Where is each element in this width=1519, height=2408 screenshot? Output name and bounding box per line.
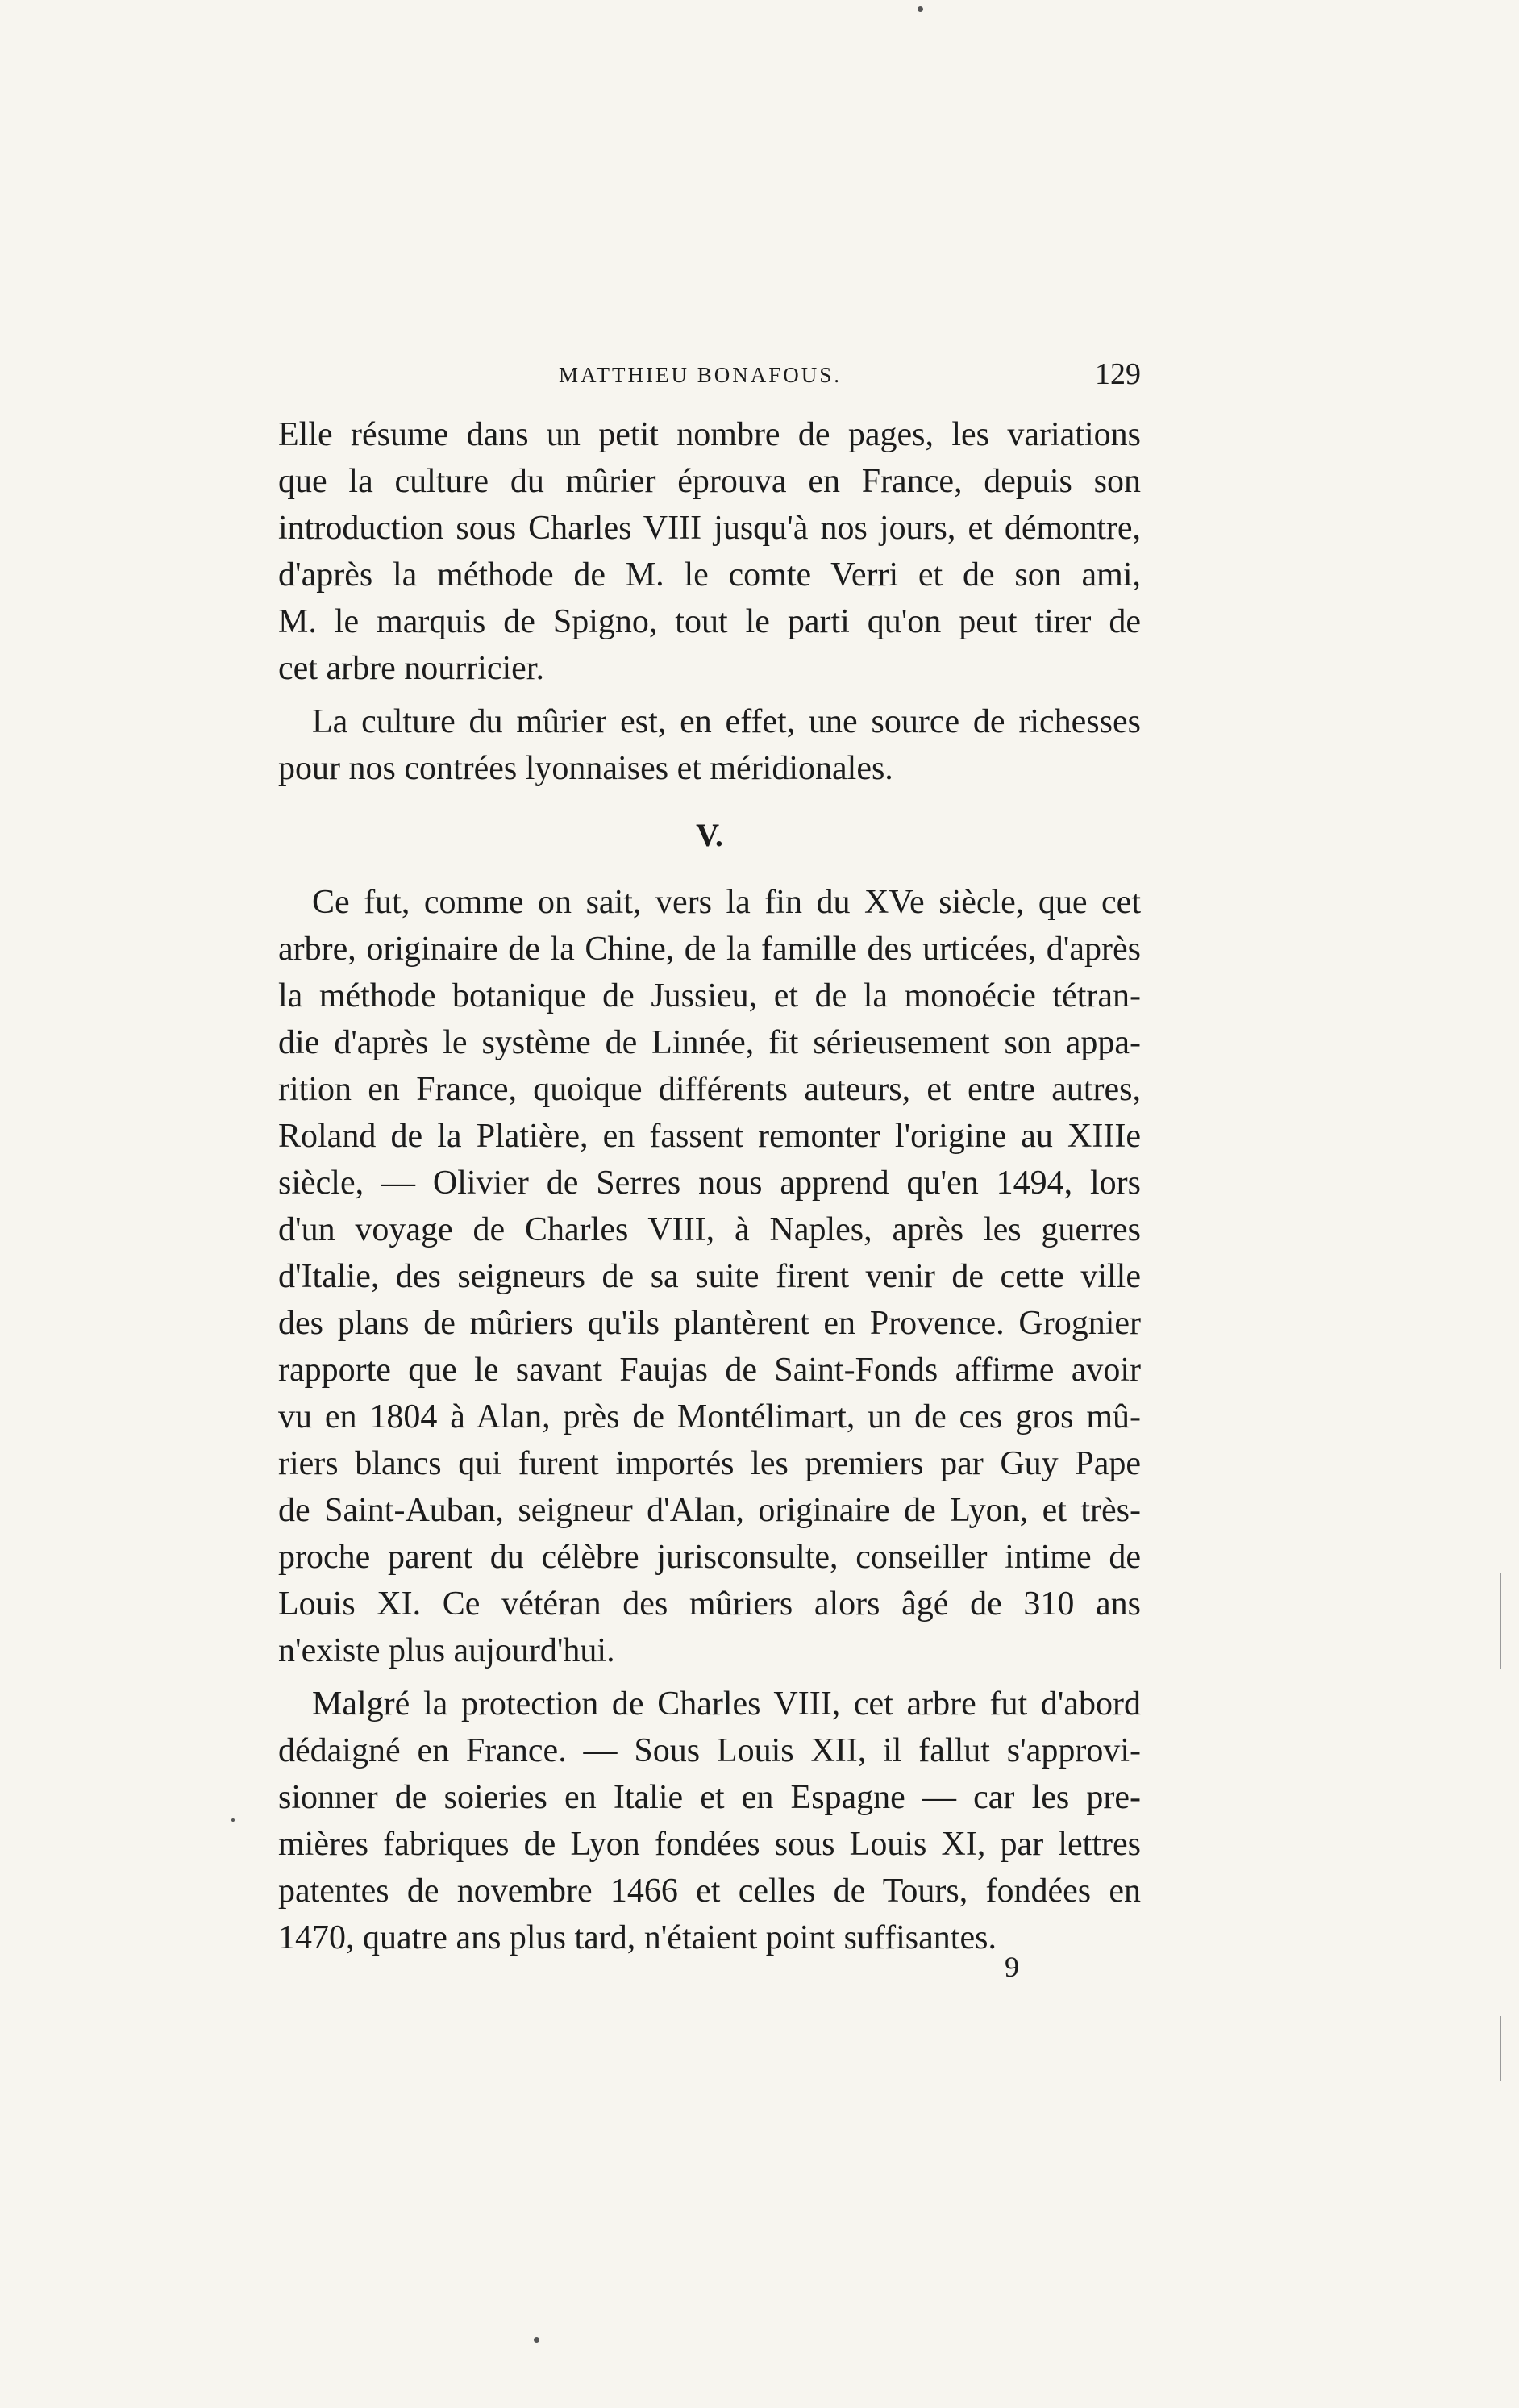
scan-speck (534, 2337, 539, 2343)
running-title: MATTHIEU BONAFOUS. (559, 363, 843, 387)
text-line: cet arbre nourricier. (278, 650, 544, 687)
text-line: arbre, originaire de la Chine, de la famille des urticées, d'après (278, 931, 1141, 968)
text-line: Elle résume dans un petit nombre de pages, les variations (278, 416, 1141, 453)
text-line: die d'après le système de Linnée, fit sérieusement son appa- (278, 1024, 1141, 1061)
text-line: d'un voyage de Charles VIII, à Naples, après les guerres (278, 1211, 1141, 1248)
paragraph-2 (278, 698, 1141, 792)
text-line: proche parent du célèbre jurisconsulte, conseiller intime de (278, 1539, 1141, 1576)
text-line: patentes de novembre 1466 et celles de Tours, fondées en (278, 1873, 1141, 1910)
section-heading: V. (696, 817, 723, 853)
scan-edge-line (1500, 1573, 1501, 1669)
text-line: d'après la méthode de M. le comte Verri et de son ami, (278, 556, 1141, 594)
text-line: M. le marquis de Spigno, tout le parti qu'on peut tirer de (278, 603, 1141, 640)
text-line: Louis XI. Ce vétéran des mûriers alors âgé de 310 ans (278, 1585, 1141, 1623)
paragraph-3 (278, 879, 1141, 1674)
scan-speck (231, 1818, 235, 1822)
text-line: Ce fut, comme on sait, vers la fin du XVe siècle, que cet (312, 884, 1141, 921)
scan-speck (918, 6, 923, 12)
text-line: rapporte que le savant Faujas de Saint-Fonds affirme avoir (278, 1352, 1141, 1389)
paragraph-4 (278, 1681, 1141, 1961)
text-line: pour nos contrées lyonnaises et méridionales. (278, 750, 893, 787)
running-header (278, 356, 1141, 405)
text-line: que la culture du mûrier éprouva en France, depuis son (278, 463, 1141, 500)
text-line: siècle, — Olivier de Serres nous apprend qu'en 1494, lors (278, 1164, 1141, 1202)
text-line: n'existe plus aujourd'hui. (278, 1632, 615, 1669)
text-line: vu en 1804 à Alan, près de Montélimart, un de ces gros mû- (278, 1398, 1141, 1435)
paragraph-1 (278, 411, 1141, 692)
text-line: riers blancs qui furent importés les premiers par Guy Pape (278, 1445, 1141, 1482)
text-line: rition en France, quoique différents auteurs, et entre autres, (278, 1071, 1141, 1108)
text-line: de Saint-Auban, seigneur d'Alan, originaire de Lyon, et très- (278, 1492, 1141, 1529)
text-line: introduction sous Charles VIII jusqu'à nos jours, et démontre, (278, 510, 1141, 547)
text-line: dédaigné en France. — Sous Louis XII, il fallut s'approvi- (278, 1732, 1141, 1769)
scan-edge-line (1500, 2016, 1501, 2081)
text-line: Malgré la protection de Charles VIII, cet arbre fut d'abord (312, 1685, 1141, 1723)
text-line: des plans de mûriers qu'ils plantèrent en Provence. Grognier (278, 1305, 1141, 1342)
text-line: 1470, quatre ans plus tard, n'étaient point suffisantes. (278, 1919, 997, 1956)
text-line: La culture du mûrier est, en effet, une source de richesses (312, 703, 1141, 740)
text-line: mières fabriques de Lyon fondées sous Louis XI, par lettres (278, 1826, 1141, 1863)
text-line: la méthode botanique de Jussieu, et de la monoécie tétran- (278, 977, 1141, 1014)
text-line: Roland de la Platière, en fassent remonter l'origine au XIIIe (278, 1118, 1141, 1155)
text-line: sionner de soieries en Italie et en Espagne — car les pre- (278, 1779, 1141, 1816)
page-number: 129 (1095, 357, 1141, 391)
signature-mark: 9 (1005, 1951, 1019, 1983)
body-text (278, 411, 1141, 1961)
text-line: d'Italie, des seigneurs de sa suite firent venir de cette ville (278, 1258, 1141, 1295)
